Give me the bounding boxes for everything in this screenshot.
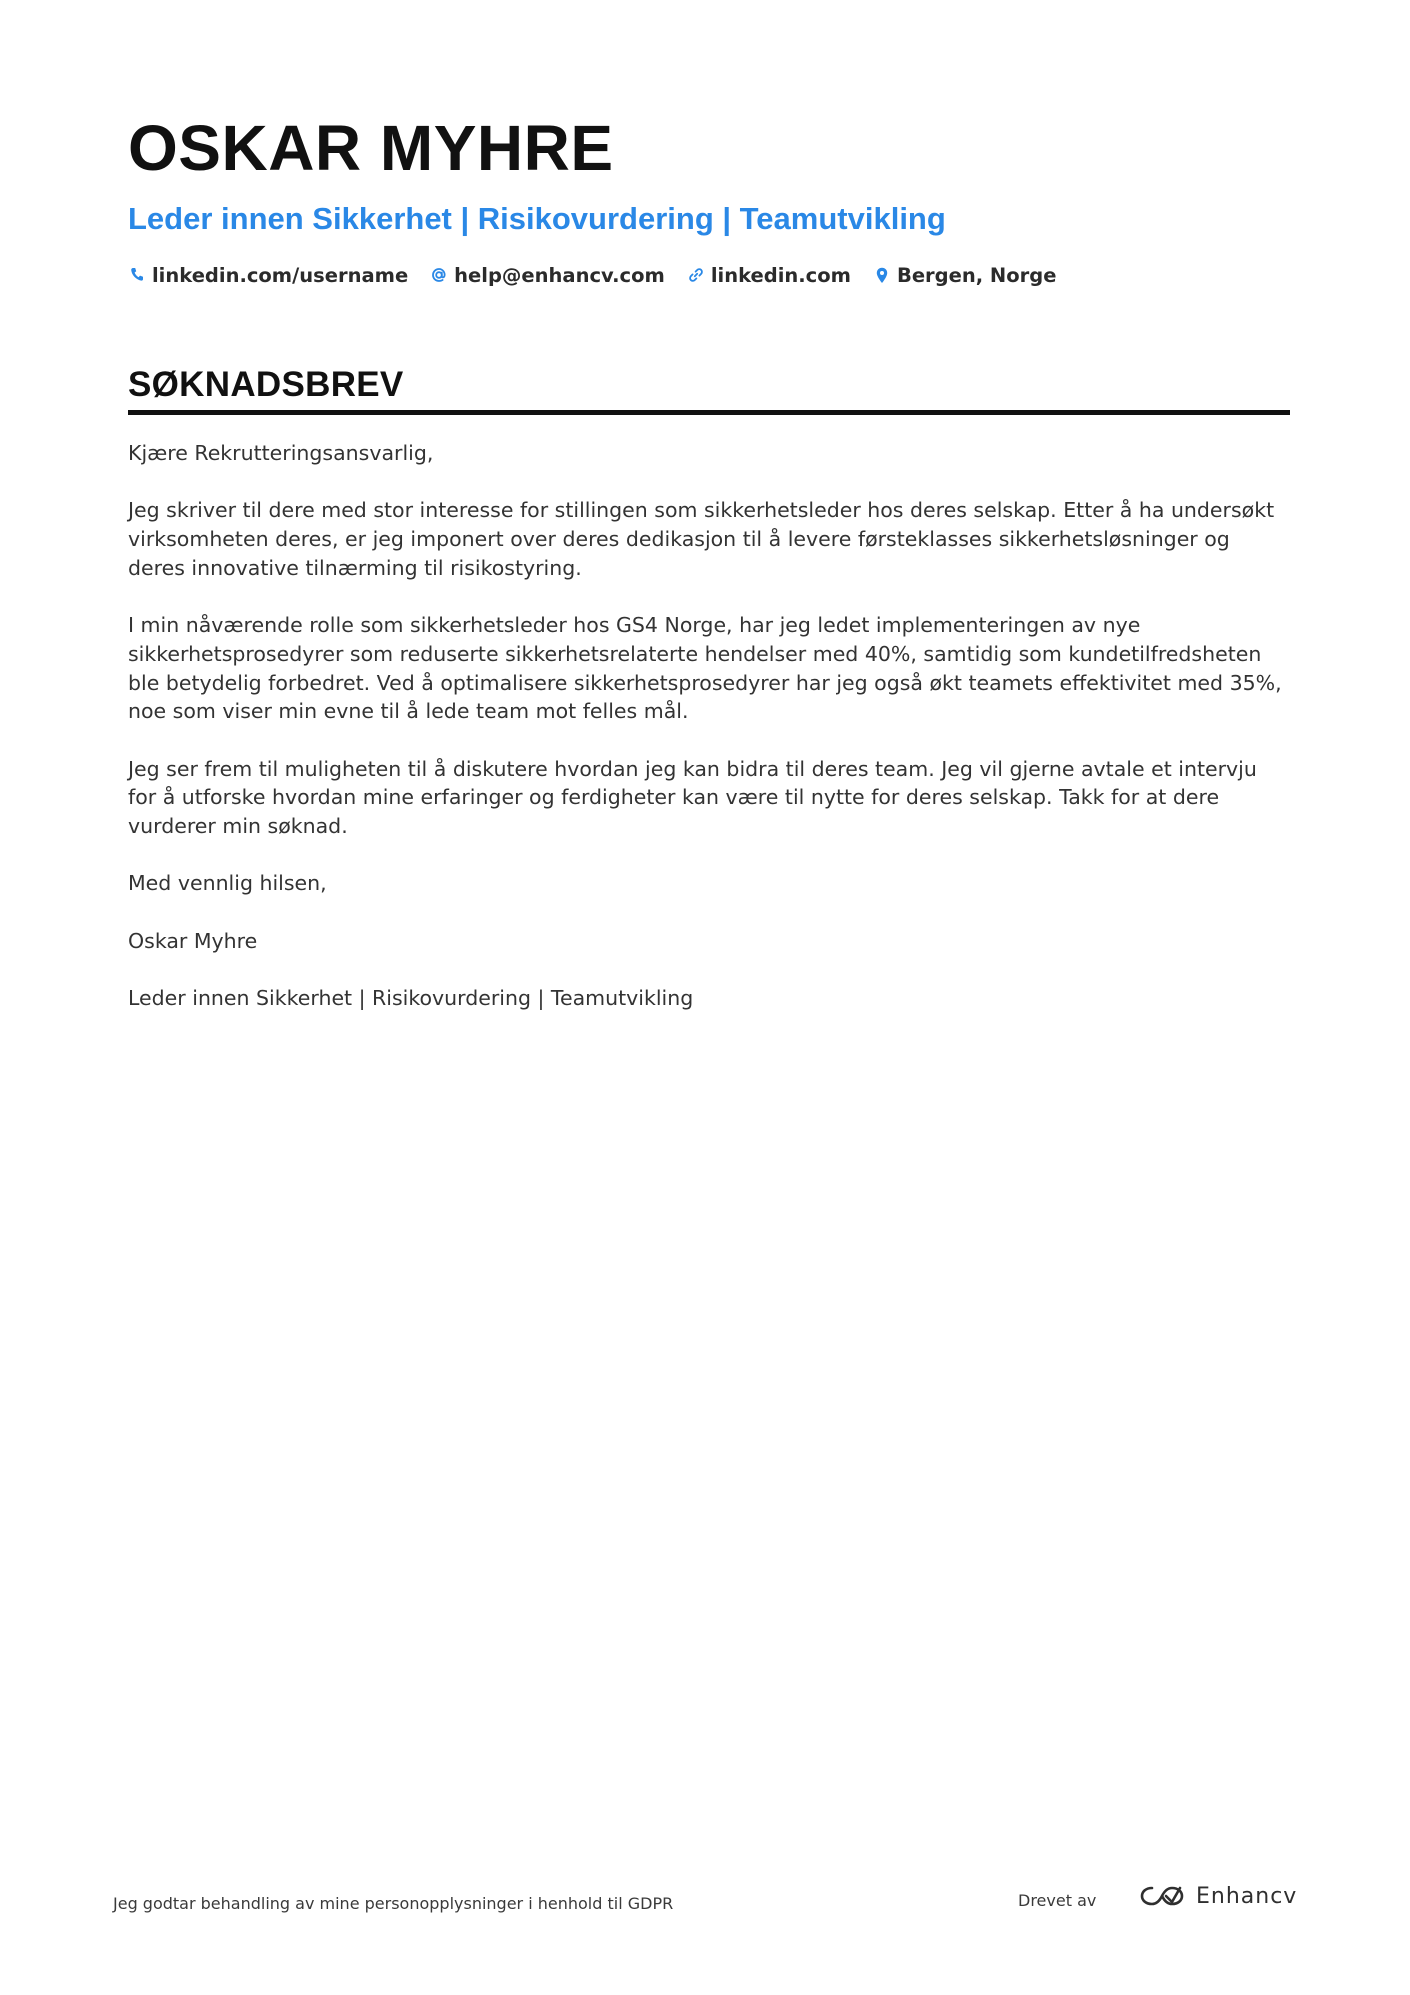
candidate-tagline: Leder innen Sikkerhet | Risikovurdering | Teamutvikling — [128, 201, 946, 236]
section-divider — [128, 410, 1290, 415]
enhancv-brand[interactable] — [1138, 1882, 1297, 1910]
contact-link[interactable] — [687, 264, 851, 287]
gdpr-consent-text: Jeg godtar behandling av mine personopplysninger i henhold til GDPR — [113, 1894, 674, 1913]
letter-signature-title: Leder innen Sikkerhet | Risikovurdering | Teamutvikling — [128, 986, 694, 1011]
letter-paragraph: Jeg skriver til dere med stor interesse for stillingen som sikkerhetsleder hos deres selskap. Etter å ha undersøkt virksomheten deres, er jeg imponert over deres dedikasjon til å levere førsteklasses sikkerhetsløsninger og deres innovative tilnærming til risikostyring. — [128, 498, 1275, 580]
phone-icon — [128, 265, 146, 285]
contact-phone-text: linkedin.com/username — [152, 263, 409, 287]
contact-phone[interactable] — [128, 264, 408, 287]
candidate-name: OSKAR MYHRE — [128, 112, 614, 184]
enhancv-logo-icon — [1138, 1882, 1186, 1910]
header — [128, 108, 1288, 290]
contact-email-text: help@enhancv.com — [454, 263, 665, 287]
letter-signature-name: Oskar Myhre — [128, 928, 258, 953]
section-title: SØKNADSBREV — [128, 365, 404, 404]
letter-salutation: Kjære Rekrutteringsansvarlig, — [128, 441, 434, 465]
contact-email[interactable] — [430, 264, 665, 287]
link-icon — [687, 265, 705, 285]
letter-paragraph: I min nåværende rolle som sikkerhetsleder hos GS4 Norge, har jeg ledet implementeringen av nye sikkerhetsprosedyrer som reduserte sikkerhetsrelaterte hendelser med 40%, samtidig som kundetilfredsheten ble betydelig forbedret. Ved å optimalisere sikkerhetsprosedyrer har jeg også økt teamets effektivitet med 35%, noe som viser min evne til å lede team mot felles mål. — [128, 613, 1282, 724]
powered-by-label: Drevet av — [1018, 1891, 1097, 1910]
letter-paragraph: Jeg ser frem til muligheten til å diskutere hvordan jeg kan bidra til deres team. Jeg vil gjerne avtale et intervju for å utforske hvordan mine erfaringer og ferdigheter kan være til nytte for deres selskap. Takk for at dere vurderer min søknad. — [128, 756, 1257, 839]
contact-location — [873, 264, 1057, 287]
contact-bar — [128, 260, 1288, 290]
enhancv-brand-name: Enhancv — [1196, 1883, 1298, 1909]
cover-letter-section — [128, 362, 1290, 1042]
at-icon — [430, 265, 448, 285]
contact-link-text: linkedin.com — [710, 263, 851, 287]
location-pin-icon — [873, 265, 891, 285]
contact-location-text: Bergen, Norge — [896, 263, 1057, 287]
letter-body — [128, 439, 1290, 1013]
letter-closing: Med vennlig hilsen, — [128, 871, 327, 896]
